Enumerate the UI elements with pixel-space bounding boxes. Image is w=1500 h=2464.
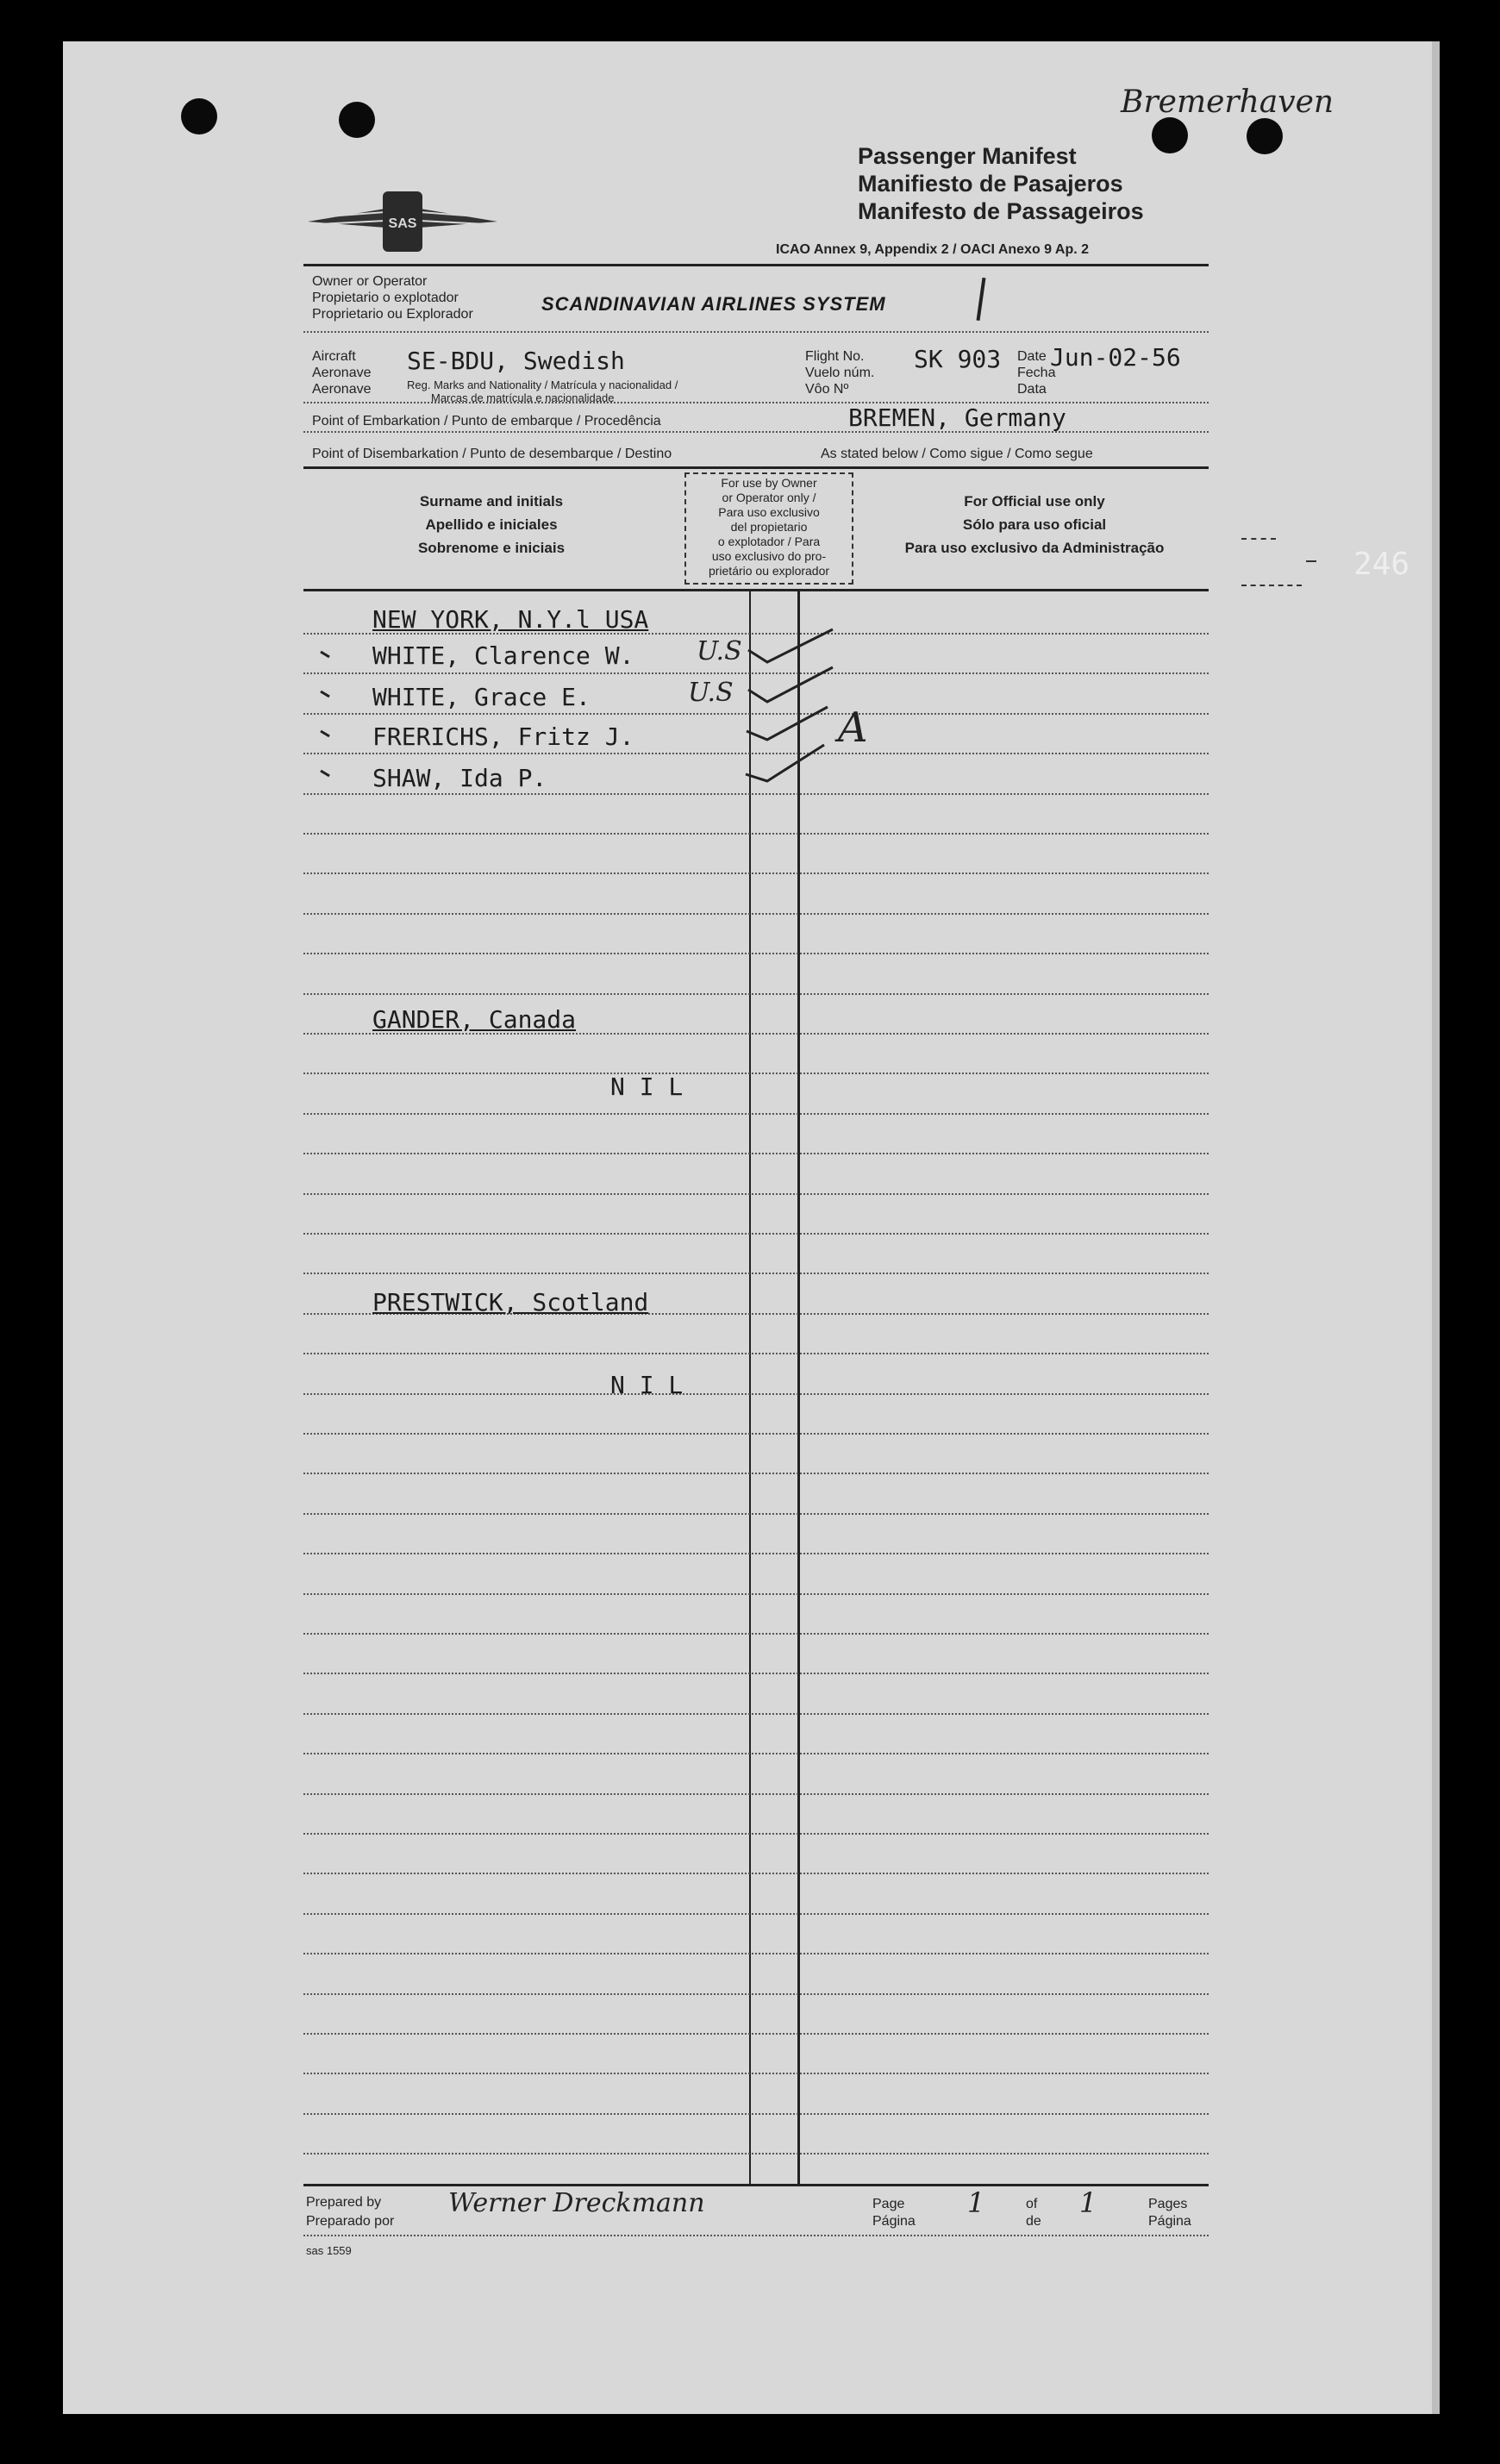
col-owner-l6: uso exclusivo do pro- [711,549,827,563]
entry-frerichs: FRERICHS, Fritz J. [372,722,634,751]
of-label-es: de [1026,2214,1041,2229]
ruled-line [303,1633,1209,1635]
entry-new-york: NEW YORK, N.Y.l USA [372,605,649,634]
date-label-en: Date [1017,349,1047,364]
ruled-line [303,1273,1209,1274]
ruled-line [303,1993,1209,1995]
title-spanish: Manifiesto de Pasajeros [858,171,1123,197]
owner-label-es: Propietario o explotador [312,291,459,305]
owner-label-en: Owner or Operator [312,274,428,289]
pages-label-en: Pages [1148,2197,1188,2211]
col-official-l2: Sólo para uso oficial [962,516,1107,533]
punch-hole-1 [181,98,217,134]
aircraft-label-en: Aircraft [312,349,356,364]
ruled-line [303,1193,1209,1195]
note-us-1: U.S [697,636,742,666]
aircraft-label-es: Aeronave [312,366,372,380]
embarkation-value: BREMEN, Germany [848,403,1066,432]
date-value: Jun-02-56 [1050,343,1181,372]
icao-reference: ICAO Annex 9, Appendix 2 / OACI Anexo 9 Ap. 2 [776,242,1090,257]
col-owner-l4: del propietario [730,520,808,534]
ruled-line [303,2073,1209,2074]
ruled-line [303,1393,1209,1395]
col-divider-left [749,589,751,2184]
ruled-line [303,1673,1209,1674]
aircraft-label-pt: Aeronave [312,382,372,397]
page-label-es: Página [872,2214,916,2229]
prepared-label-en: Prepared by [306,2195,382,2210]
ruled-line [303,1473,1209,1474]
flight-label-en: Flight No. [805,349,865,364]
aircraft-sub-pt: Marcas de matrícula e nacionalidade [431,391,615,404]
form-code: sas 1559 [306,2244,352,2257]
paper-edge [1432,41,1440,2414]
handmark-a: A [838,704,868,752]
col-divider-right [797,589,800,2184]
entry-shaw: SHAW, Ida P. [372,764,547,792]
header-rule [303,264,1209,266]
ruled-line [303,793,1209,795]
aircraft-rule [303,402,1209,403]
ruled-line [303,953,1209,954]
ruled-line [303,1513,1209,1515]
col-official-l1: For Official use only [964,493,1105,510]
ruled-line [303,1713,1209,1715]
columns-bottom-rule [303,589,1209,591]
flight-label-es: Vuelo núm. [805,366,875,380]
col-official-header [871,490,1198,560]
entry-prestwick: PRESTWICK, Scotland [372,1288,649,1316]
page-label-en: Page [872,2197,905,2211]
side-dash-3 [1241,585,1302,586]
footer-bottom-rule [303,2235,1209,2236]
entry-gander: GANDER, Canada [372,1005,577,1034]
aircraft-value: SE-BDU, Swedish [407,347,625,375]
title-portuguese: Manifesto de Passageiros [858,198,1144,224]
col-owner-l2: or Operator only / [722,491,816,504]
ruled-line [303,993,1209,995]
aircraft-sub-en: Reg. Marks and Nationality / Matrícula y nacionalidad / [407,378,678,391]
manifest-page [63,41,1440,2414]
embarkation-rule [303,431,1209,433]
owner-value: SCANDINAVIAN AIRLINES SYSTEM [541,293,886,315]
date-label-es: Fecha [1017,366,1056,380]
side-number: 246 [1353,547,1410,582]
top-handwritten-note: Bremerhaven [1121,84,1334,120]
title-english: Passenger Manifest [858,143,1077,169]
entry-nil-2: N I L [610,1371,684,1399]
of-label-en: of [1026,2197,1038,2211]
col-names-header [362,490,621,560]
page-value: 1 [967,2186,985,2219]
ruled-line [303,1353,1209,1354]
ruled-line [303,1753,1209,1754]
ruled-line [303,1113,1209,1115]
col-owner-l3: Para uso exclusivo [718,505,820,519]
entry-nil-1: N I L [610,1073,684,1101]
ruled-line [303,872,1209,874]
owner-rule [303,331,1209,333]
entry-white-grace: WHITE, Grace E. [372,683,591,711]
ruled-line [303,1873,1209,1874]
logo-text: SAS [388,216,417,231]
col-names-l3: Sobrenome e iniciais [417,540,566,556]
disembarkation-label: Point of Disembarkation / Punto de desembarque / Destino [312,447,672,461]
ruled-line [303,2113,1209,2115]
ruled-line [303,833,1209,835]
punch-hole-2 [339,102,375,138]
airline-logo [303,183,502,260]
ruled-line [303,1153,1209,1154]
ruled-line [303,1953,1209,1954]
embarkation-label: Point of Embarkation / Punto de embarque / Procedência [312,414,661,428]
flight-value: SK 903 [914,345,1002,373]
ruled-line [303,913,1209,915]
col-names-l2: Apellido e iniciales [425,516,558,533]
handwritten-ticks [310,621,897,793]
owner-label-pt: Proprietario ou Explorador [312,307,473,322]
ruled-line [303,1913,1209,1915]
ruled-line [303,1433,1209,1435]
signature: Werner Dreckmann [448,2188,705,2218]
col-owner-l7: prietário ou explorador [708,564,830,578]
footer-top-rule [303,2184,1209,2186]
side-dash-1 [1241,538,1276,540]
pages-label-es: Página [1148,2214,1191,2229]
col-names-l1: Surname and initials [419,493,564,510]
punch-hole-4 [1247,118,1283,154]
punch-hole-3 [1152,117,1188,153]
side-dash-2 [1306,560,1316,562]
columns-top-rule [303,466,1209,469]
ruled-line [303,1833,1209,1835]
prepared-label-es: Preparado por [306,2214,395,2229]
col-owner-l5: o explotador / Para [717,535,821,548]
ruled-line [303,1793,1209,1795]
ruled-line [303,1073,1209,1074]
note-us-2: U.S [688,678,734,708]
ruled-line [303,1233,1209,1235]
col-owner-use-box [684,472,853,585]
of-value: 1 [1079,2186,1097,2219]
flight-label-pt: Vôo Nº [805,382,849,397]
ruled-line [303,1553,1209,1554]
entry-white-clarence: WHITE, Clarence W. [372,641,634,670]
disembarkation-note: As stated below / Como sigue / Como segue [821,447,1093,461]
col-official-l3: Para uso exclusivo da Administração [904,540,1165,556]
ruled-line [303,2033,1209,2035]
date-label-pt: Data [1017,382,1047,397]
ruled-line [303,2153,1209,2154]
ruled-line [303,1593,1209,1595]
col-owner-l1: For use by Owner [721,476,817,490]
